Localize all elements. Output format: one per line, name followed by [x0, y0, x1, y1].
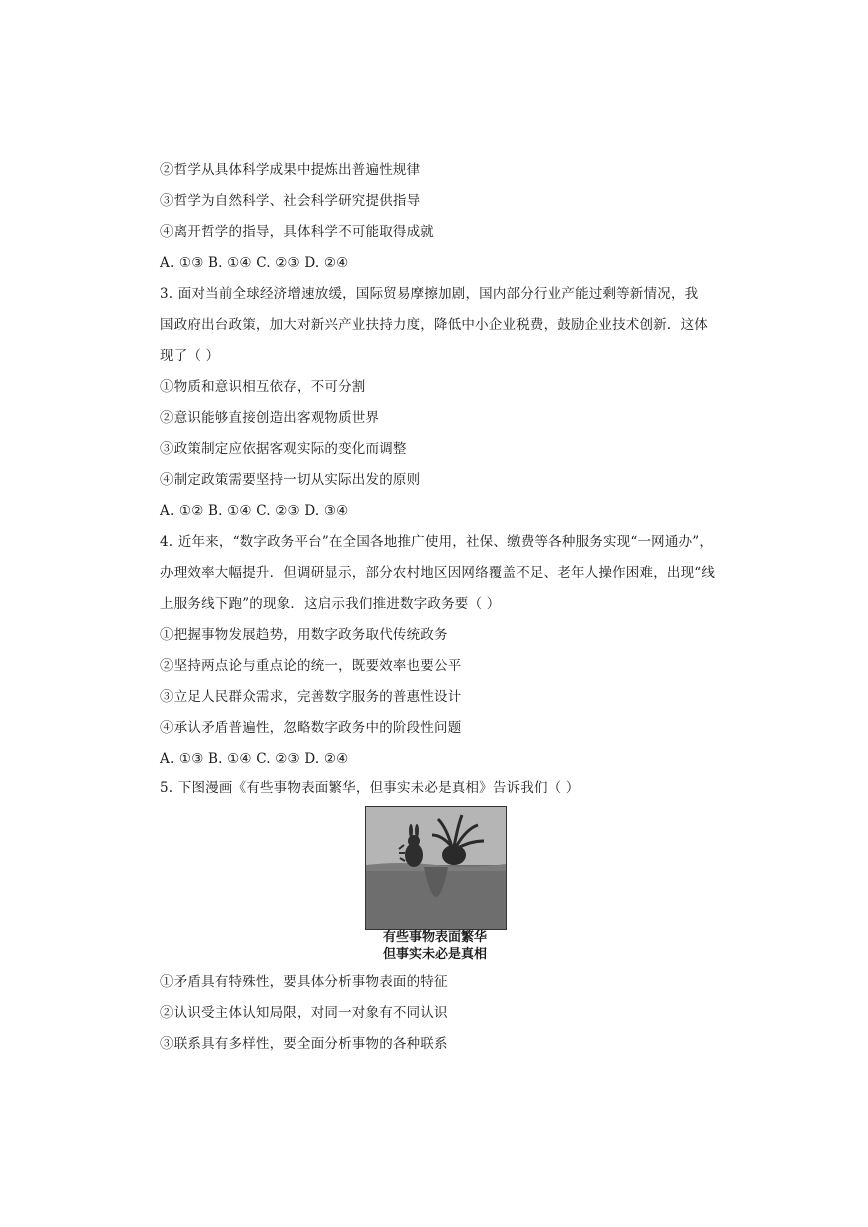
q5-stem-line-1: 5. 下图漫画《有些事物表面繁华，但事实未必是真相》告诉我们（ ）	[160, 780, 580, 796]
q2-option-4: ④离开哲学的指导，具体科学不可能取得成就	[160, 224, 434, 240]
q3-stem-line-3: 现了（ ）	[160, 348, 220, 364]
q4-stem-line-2: 办理效率大幅提升．但调研显示，部分农村地区因网络覆盖不足、老年人操作困难，出现“线	[160, 565, 716, 581]
q3-option-2: ②意识能够直接创造出客观物质世界	[160, 410, 380, 426]
q4-option-2: ②坚持两点论与重点论的统一，既要效率也要公平	[160, 658, 462, 674]
q4-stem-line-1: 4. 近年来，“数字政务平台”在全国各地推广使用，社保、缴费等各种服务实现“一网通办”，	[160, 534, 714, 550]
q4-stem-line-3: 上服务线下跑”的现象．这启示我们推进数字政务要（ ）	[160, 596, 501, 612]
q4-option-4: ④承认矛盾普遍性，忽略数字政务中的阶段性问题	[160, 720, 462, 736]
q4-option-3: ③立足人民群众需求，完善数字服务的普惠性设计	[160, 689, 462, 705]
q3-stem-line-1: 3. 面对当前全球经济增速放缓，国际贸易摩擦加剧，国内部分行业产能过剩等新情况，我	[160, 286, 699, 302]
q3-stem-line-2: 国政府出台政策，加大对新兴产业扶持力度，降低中小企业税费，鼓励企业技术创新．这体	[160, 317, 708, 333]
q2-option-2: ②哲学从具体科学成果中提炼出普遍性规律	[160, 162, 421, 178]
q3-option-1: ①物质和意识相互依存，不可分割	[160, 379, 366, 395]
q2-option-3: ③哲学为自然科学、社会科学研究提供指导	[160, 193, 421, 209]
cartoon-image	[365, 806, 507, 930]
q3-option-4: ④制定政策需要坚持一切从实际出发的原则	[160, 472, 421, 488]
cartoon-caption-line-1: 有些事物表面繁华	[382, 930, 487, 945]
q5-option-2: ②认识受主体认知局限，对同一对象有不同认识	[160, 1005, 448, 1021]
q3-option-3: ③政策制定应依据客观实际的变化而调整	[160, 441, 407, 457]
q2-answer-choices: A. ①③ B. ①④ C. ②③ D. ②④	[160, 255, 349, 271]
q4-option-1: ①把握事物发展趋势，用数字政务取代传统政务	[160, 627, 448, 643]
cartoon-caption-line-2: 但事实未必是真相	[382, 947, 487, 962]
q3-answer-choices: A. ①② B. ①④ C. ②③ D. ③④	[160, 503, 349, 519]
q4-answer-choices: A. ①③ B. ①④ C. ②③ D. ②④	[160, 751, 349, 767]
cartoon-illustration	[366, 807, 506, 929]
q5-option-3: ③联系具有多样性，要全面分析事物的各种联系	[160, 1036, 448, 1052]
q5-option-1: ①矛盾具有特殊性，要具体分析事物表面的特征	[160, 974, 448, 990]
